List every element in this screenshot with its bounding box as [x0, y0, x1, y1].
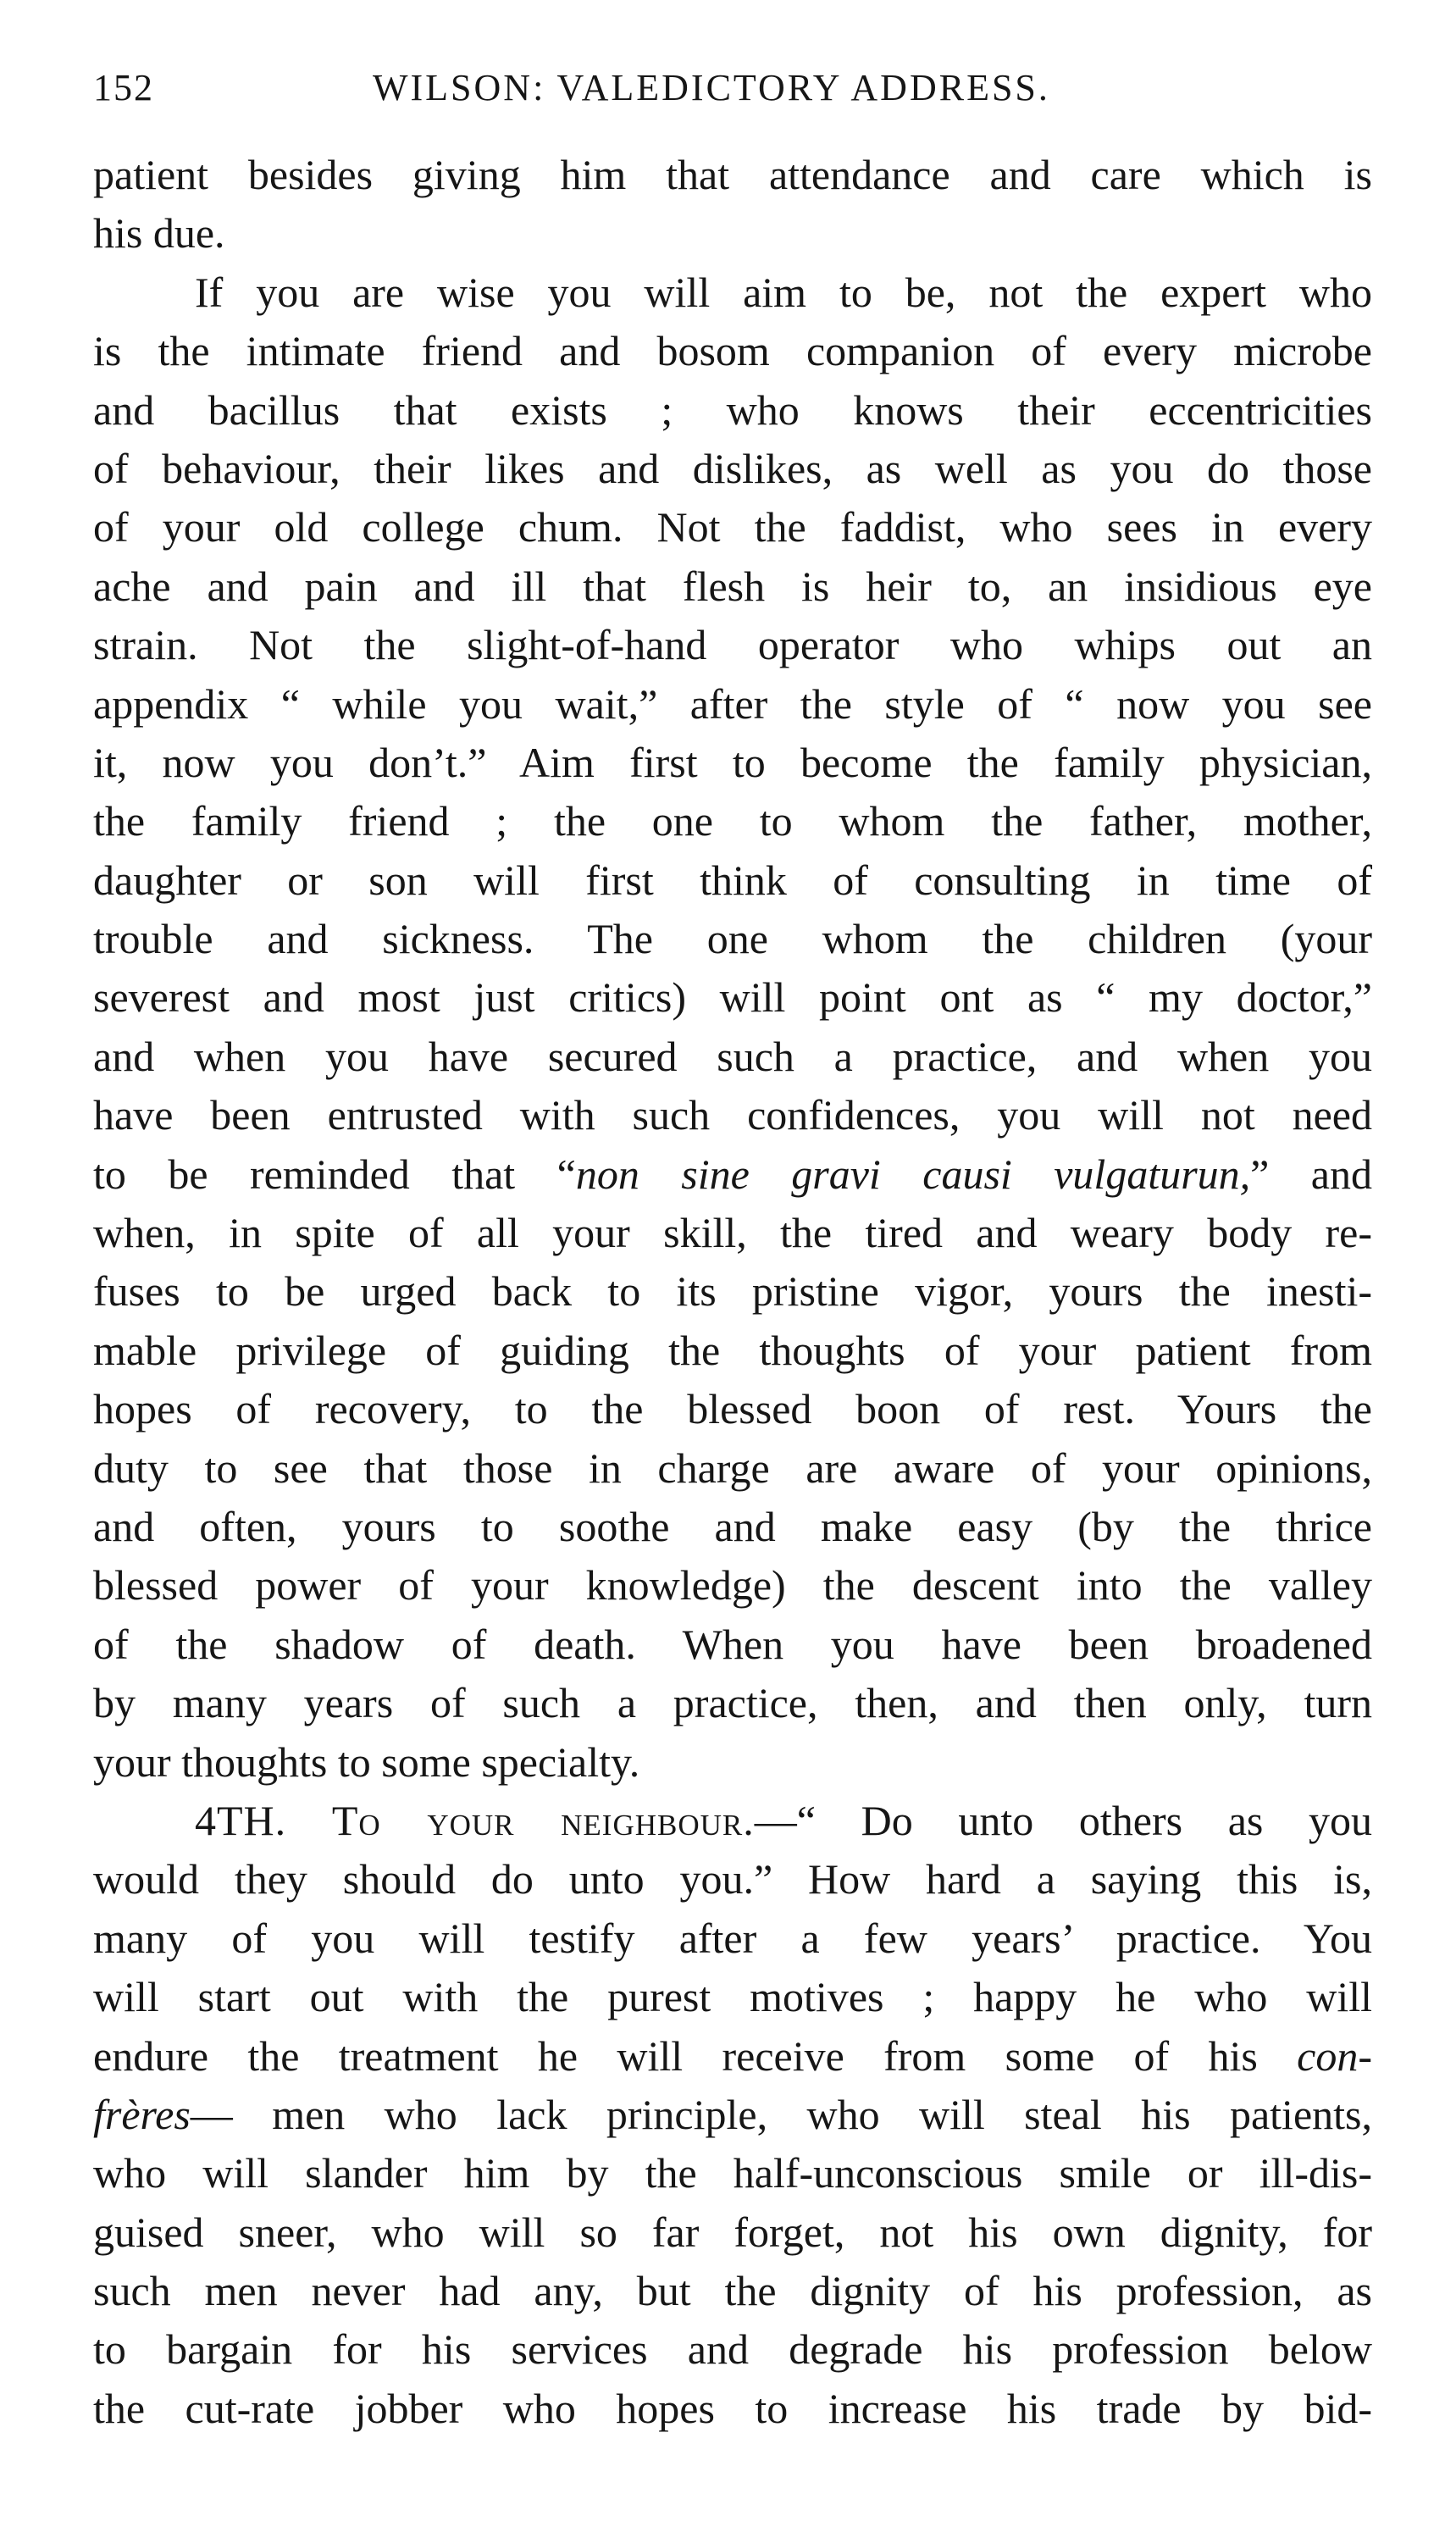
text-line: of the shadow of death. When you have been broadened — [93, 1620, 1372, 1668]
line-text: — men who lack principle, who will steal his patients, — [190, 2090, 1372, 2138]
text-line-with-italic — [93, 2086, 1372, 2144]
line-text: to be reminded that “ — [93, 1150, 576, 1198]
text-line: have been entrusted with such confidences, you will not need — [93, 1091, 1372, 1139]
text-line: duty to see that those in charge are aware of your opinions, — [93, 1444, 1372, 1492]
text-line: and often, yours to soothe and make easy (by the thrice — [93, 1502, 1372, 1550]
text-line: would they should do unto you.” How hard a saying this is, — [93, 1855, 1372, 1904]
paragraph-first-line: If you are wise you will aim to be, not the expert who — [195, 268, 1372, 316]
text-line: the family friend ; the one to whom the father, mother, — [93, 797, 1372, 845]
text-line: strain. Not the slight-of-hand operator who whips out an — [93, 621, 1372, 669]
text-line: the cut-rate jobber who hopes to increase his trade by bid- — [93, 2384, 1372, 2432]
text-line: such men never had any, but the dignity of his profession, as — [93, 2267, 1372, 2315]
text-line: of behaviour, their likes and dislikes, as well as you do those — [93, 444, 1372, 492]
text-line: who will slander him by the half-unconscious smile or ill-dis- — [93, 2149, 1372, 2197]
text-line: many of you will testify after a few years’ practice. You — [93, 1914, 1372, 1962]
text-line: fuses to be urged back to its pristine vigor, yours the inesti- — [93, 1267, 1372, 1316]
italic-word: frères — [93, 2090, 191, 2138]
italic-word: con- — [1297, 2031, 1372, 2080]
page-number: 152 — [93, 67, 154, 108]
text-line: trouble and sickness. The one whom the children (your — [93, 915, 1372, 963]
text-line: by many years of such a practice, then, and then only, turn — [93, 1679, 1372, 1727]
text-line: appendix “ while you wait,” after the style of “ now you see — [93, 679, 1372, 728]
text-line: his due. — [93, 209, 225, 258]
text-line: it, now you don’t.” Aim first to become the family physician, — [93, 738, 1372, 786]
line-text: —“ Do unto others as you — [754, 1796, 1372, 1844]
running-head — [93, 66, 1381, 117]
text-line: and bacillus that exists ; who knows their eccentricities — [93, 385, 1372, 434]
body-text — [93, 146, 1372, 2438]
text-line-with-latin-quote — [93, 1145, 1372, 1204]
text-line: blessed power of your knowledge) the descent into the valley — [93, 1561, 1372, 1610]
text-line: is the intimate friend and bosom companion of every microbe — [93, 327, 1372, 375]
text-line: guised sneer, who will so far forget, not his own dignity, for — [93, 2208, 1372, 2256]
text-line: will start out with the purest motives ; happy he who will — [93, 1973, 1372, 2021]
text-line: to bargain for his services and degrade his profession below — [93, 2325, 1372, 2374]
section-heading: 4TH. To your neighbour. — [195, 1796, 755, 1844]
latin-quote: non sine gravi causi vulgaturun, — [575, 1150, 1251, 1198]
line-text: ” and — [1250, 1150, 1372, 1198]
text-line: when, in spite of all your skill, the tired and weary body re- — [93, 1209, 1372, 1257]
text-line: of your old college chum. Not the faddist, who sees in every — [93, 503, 1372, 551]
text-line: severest and most just critics) will point ont as “ my doctor,” — [93, 973, 1372, 1022]
text-line: your thoughts to some specialty. — [93, 1737, 640, 1786]
text-line: and when you have secured such a practice, and when you — [93, 1032, 1372, 1080]
text-line: ache and pain and ill that flesh is heir to, an insidious eye — [93, 562, 1372, 610]
line-text: endure the treatment he will receive from some of his — [93, 2031, 1298, 2080]
text-line: mable privilege of guiding the thoughts of your patient from — [93, 1326, 1372, 1374]
text-line-with-italic — [93, 2027, 1372, 2086]
text-line: patient besides giving him that attendance and care which is — [93, 151, 1372, 198]
section-heading-line — [93, 1792, 1372, 1850]
text-line: hopes of recovery, to the blessed boon of rest. Yours the — [93, 1385, 1372, 1433]
running-title: WILSON: VALEDICTORY ADDRESS. — [373, 67, 1050, 108]
text-line: daughter or son will first think of consulting in time of — [93, 856, 1372, 904]
